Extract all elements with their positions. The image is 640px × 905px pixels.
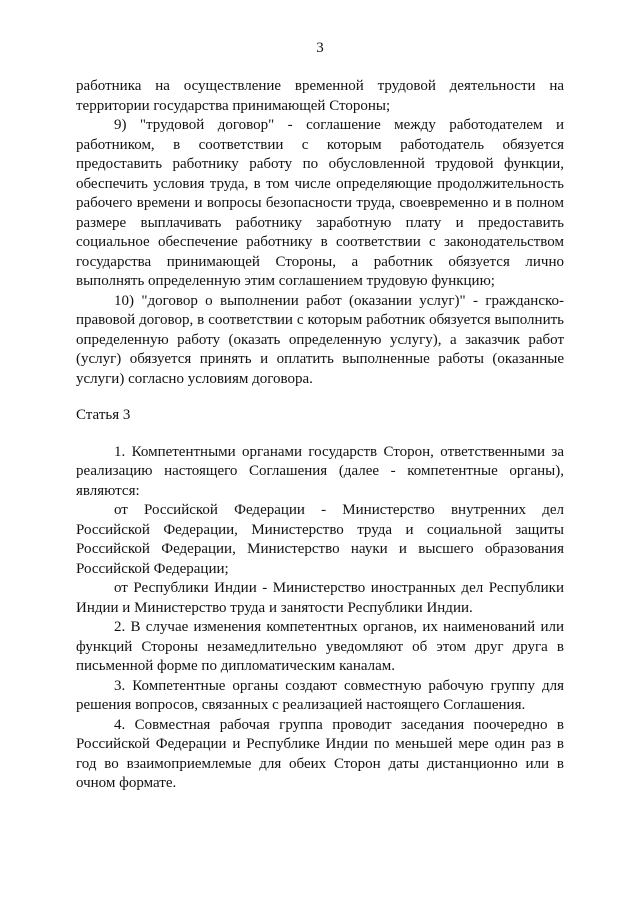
paragraph-article3-2: 2. В случае изменения компетентных органов, их наименований или функций Стороны незамедлительно уведомляют об этом друг друга в письменной форме по дипломатическим каналам. <box>76 619 564 674</box>
page-number: 3 <box>316 40 324 56</box>
paragraph-article3-1: 1. Компетентными органами государств Сторон, ответственными за реализацию настоящего Соглашения (далее - компетентные органы), являются: <box>76 443 564 499</box>
document-body <box>76 77 564 794</box>
article-heading: Статья 3 <box>76 407 131 423</box>
paragraph-russian-federation-organs: от Российской Федерации - Министерство внутренних дел Российской Федерации, Министерство труда и социальной защиты Российской Федерации, Министерство науки и высшего образования Российской Федерации; <box>76 502 564 577</box>
paragraph-definition-9: 9) "трудовой договор" - соглашение между работодателем и работником, в соответствии с которым работодатель обязуется предоставить работнику работу по обусловленной трудовой функции, обеспечить условия труда, в том числе определяющие продолжительность рабочего времени и вопросы безопасности труда, своевременно и в полном размере выплачивать работнику заработную плату и предоставить социальное обеспечение работнику в соответствии с законодательством государства принимающей Стороны, а работник обязуется лично выполнять определенную этим соглашением трудовую функцию; <box>76 117 564 289</box>
paragraph-india-organs: от Республики Индии - Министерство иностранных дел Республики Индии и Министерство труда и занятости Республики Индии. <box>76 580 564 616</box>
paragraph-article3-4: 4. Совместная рабочая группа проводит заседания поочередно в Российской Федерации и Республике Индии по меньшей мере один раз в год во взаимоприемлемые для обеих Сторон даты дистанционно или в очном формате. <box>76 716 564 791</box>
paragraph-article3-3: 3. Компетентные органы создают совместную рабочую группу для решения вопросов, связанных с реализацией настоящего Соглашения. <box>76 677 564 713</box>
paragraph-continuation: работника на осуществление временной трудовой деятельности на территории государства принимающей Стороны; <box>76 78 564 114</box>
paragraph-definition-10: 10) "договор о выполнении работ (оказании услуг)" - гражданско-правовой договор, в соответствии с которым работник обязуется выполнить определенную работу (оказать определенную услугу), а заказчик работ (услуг) обязуется принять и оплатить выполненные работы (оказанные услуги) согласно условиям договора. <box>76 292 564 387</box>
